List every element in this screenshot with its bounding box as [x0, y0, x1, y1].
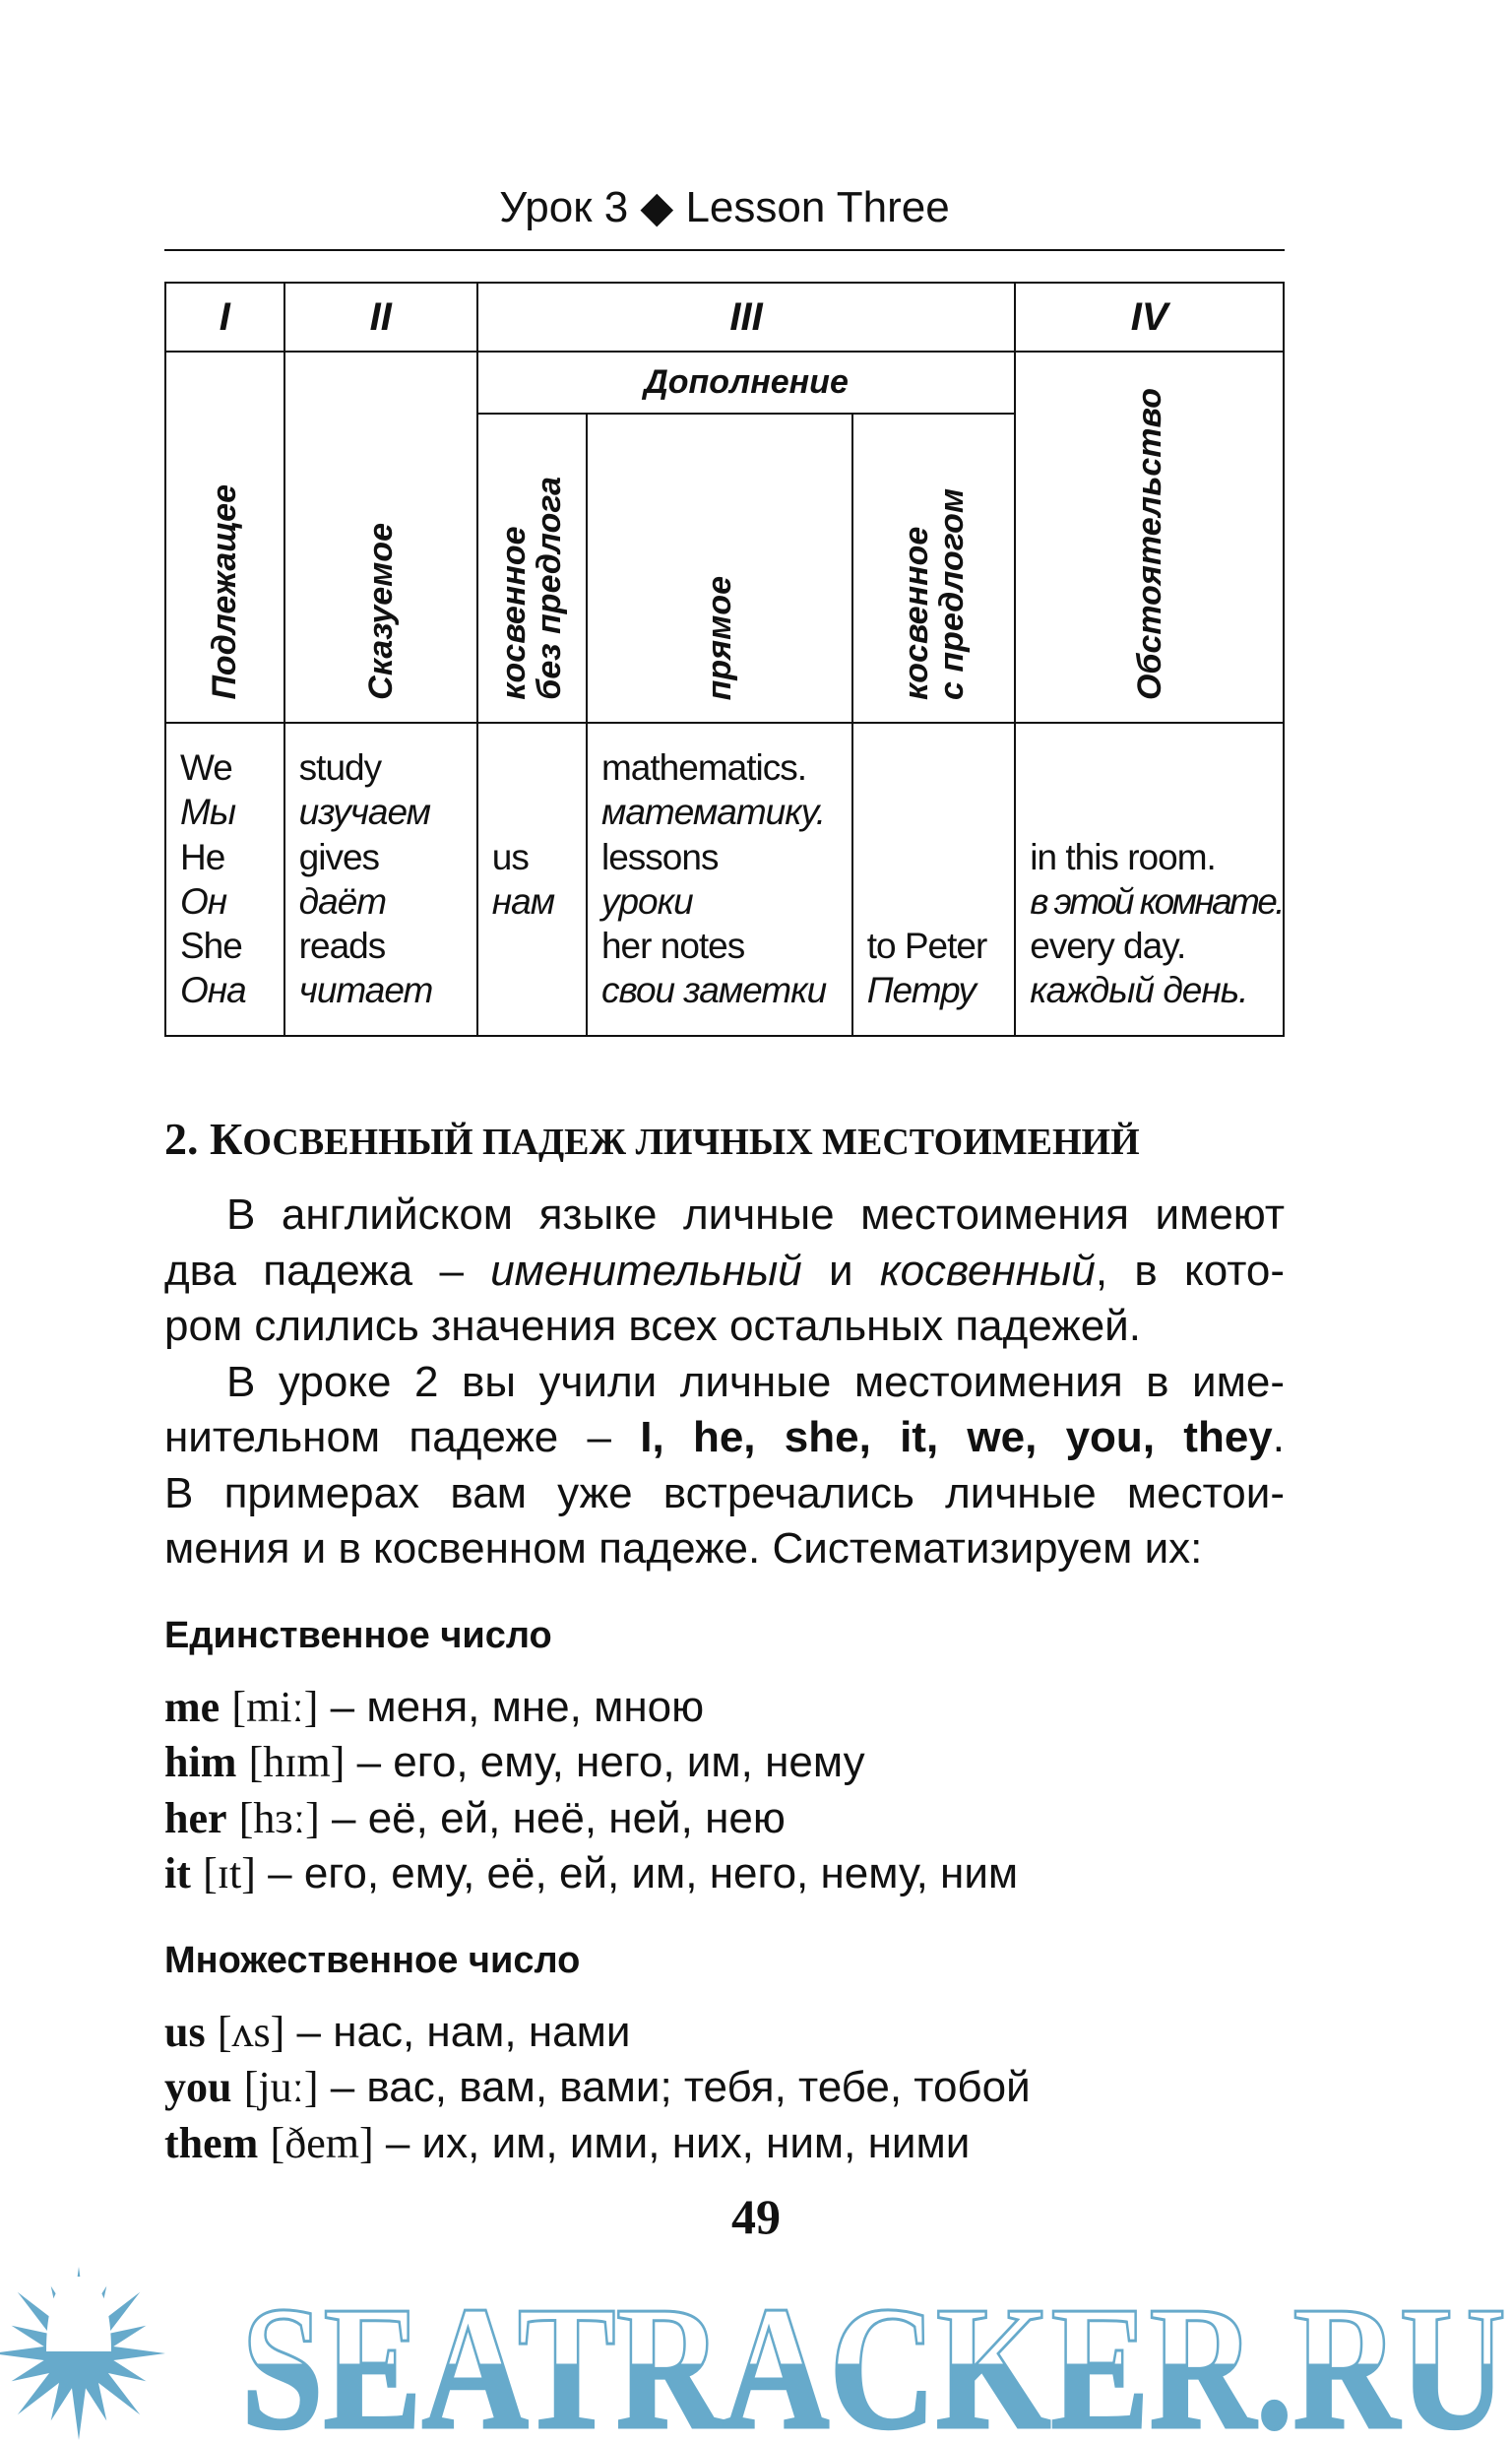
pronoun-meaning: – нас, нам, нами — [296, 2008, 631, 2056]
cell-line: свои заметки — [600, 970, 827, 1011]
singular-pronoun-list — [164, 1680, 1018, 1901]
pronoun-meaning: – меня, мне, мною — [330, 1683, 705, 1731]
cell-line: уроки — [600, 880, 693, 922]
cell-line — [492, 745, 586, 790]
cell-line: lessons — [600, 836, 719, 877]
cell-line: gives — [298, 836, 380, 877]
cell-line: изучаем — [298, 792, 430, 833]
cell-indirect-no-prep — [477, 723, 587, 1036]
cell-line — [492, 968, 586, 1012]
text-segment: ром слились значения всех остальных падежей. — [164, 1302, 1141, 1350]
sun-icon — [0, 2267, 165, 2440]
header-object-group: Дополнение — [477, 352, 1016, 414]
cell-line — [492, 924, 586, 968]
pronoun-word: him — [164, 1738, 237, 1787]
cell-line: every day. — [1030, 926, 1186, 967]
cell-line: Петру — [866, 970, 976, 1011]
cell-line — [492, 790, 586, 834]
cell-line: каждый день. — [1030, 970, 1248, 1011]
cell-line — [1030, 745, 1283, 790]
pronoun-word: you — [164, 2063, 232, 2112]
text-segment: I, he, she, it, we, you, they — [640, 1413, 1273, 1461]
paragraph-line — [164, 1299, 1285, 1355]
pronoun-transcription: [hɪm] — [248, 1738, 346, 1787]
pronoun-word: us — [164, 2008, 206, 2056]
cell-line: математику. — [600, 792, 826, 833]
pronoun-transcription: [miː] — [231, 1683, 319, 1731]
pronoun-transcription: [ðem] — [270, 2118, 374, 2167]
cell-line: читает — [298, 970, 433, 1011]
paragraph-line — [164, 1521, 1285, 1577]
header-subject: Подлежащее — [165, 352, 284, 723]
cell-predicate — [284, 723, 477, 1036]
cell-line: reads — [298, 926, 386, 967]
singular-heading: Единственное число — [164, 1615, 552, 1656]
column-number-4: IV — [1015, 283, 1284, 352]
header-direct: прямое — [587, 414, 852, 723]
text-segment: . — [1272, 1413, 1285, 1461]
pronoun-word: it — [164, 1848, 191, 1897]
paragraph-line — [164, 1466, 1285, 1522]
paragraph-line — [164, 1410, 1285, 1466]
table-row — [165, 723, 1284, 1036]
cell-line: Он — [180, 880, 227, 922]
pronoun-transcription: [ɪt] — [203, 1848, 256, 1897]
column-number-2: II — [284, 283, 477, 352]
running-head: Урок 3 ◆ Lesson Three — [499, 183, 950, 231]
cell-line: He — [180, 836, 225, 877]
paragraph-line — [164, 1355, 1285, 1411]
column-number-1: I — [165, 283, 284, 352]
pronoun-transcription: [hɜː] — [238, 1793, 320, 1842]
text-segment: В примерах вам уже встречались личные местои- — [164, 1468, 1285, 1517]
pronoun-item — [164, 2060, 1031, 2115]
cell-line — [867, 790, 1015, 834]
body-paragraphs — [164, 1188, 1285, 1577]
pronoun-word: me — [164, 1683, 220, 1731]
watermark-text: SEATRACKER.RU — [241, 2270, 1506, 2443]
cell-line: in this room. — [1030, 836, 1216, 877]
header-adverbial: Обстоятельство — [1015, 352, 1284, 723]
header-indirect-no-prep: косвенное без предлога — [477, 414, 587, 723]
cell-line: Она — [180, 970, 246, 1011]
cell-indirect-prep — [852, 723, 1016, 1036]
pronoun-item — [164, 2005, 1031, 2060]
cell-line: study — [298, 747, 382, 788]
plural-heading: Множественное число — [164, 1940, 581, 1981]
text-segment: , в кото- — [1095, 1246, 1286, 1295]
cell-line — [1030, 790, 1283, 834]
text-segment: именительный — [490, 1246, 802, 1295]
column-number-3: III — [477, 283, 1016, 352]
pronoun-meaning: – его, ему, её, ей, им, него, нему, ним — [268, 1848, 1019, 1897]
pronoun-meaning: – её, ей, неё, ней, нею — [332, 1793, 786, 1842]
page-number: 49 — [731, 2189, 781, 2244]
text-segment: два падежа – — [164, 1246, 491, 1295]
pronoun-item — [164, 2116, 1031, 2171]
cell-line: mathematics. — [600, 747, 806, 788]
pronoun-word: them — [164, 2118, 259, 2167]
paragraph-line — [164, 1188, 1285, 1244]
cell-subject — [165, 723, 284, 1036]
sentence-structure-table — [164, 282, 1285, 1037]
pronoun-meaning: – их, им, ими, них, ним, ними — [385, 2118, 971, 2167]
text-segment: В уроке 2 вы учили личные местоимения в име- — [226, 1357, 1285, 1406]
header-rule — [164, 249, 1285, 251]
text-segment: мения и в косвенном падеже. Систематизируем их: — [164, 1524, 1203, 1573]
cell-line: нам — [491, 880, 555, 922]
pronoun-transcription: [juː] — [243, 2063, 319, 2112]
cell-line: her notes — [600, 926, 745, 967]
cell-line — [867, 745, 1015, 790]
text-segment: косвенный — [879, 1246, 1096, 1295]
pronoun-meaning: – вас, вам, вами; тебя, тебе, тобой — [330, 2063, 1031, 2112]
pronoun-meaning: – его, ему, него, им, нему — [356, 1738, 865, 1787]
paragraph-line — [164, 1244, 1285, 1300]
cell-line: us — [491, 836, 529, 877]
text-segment: и — [801, 1246, 880, 1295]
section-heading: 2. КОСВЕННЫЙ ПАДЕЖ ЛИЧНЫХ МЕСТОИМЕНИЙ — [164, 1114, 1140, 1164]
cell-line: даёт — [298, 880, 387, 922]
cell-line: She — [180, 926, 242, 967]
cell-direct — [587, 723, 852, 1036]
header-indirect-prep: косвенное с предлогом — [852, 414, 1016, 723]
pronoun-item — [164, 1791, 1018, 1846]
cell-line: to Peter — [866, 926, 987, 967]
plural-pronoun-list — [164, 2005, 1031, 2171]
cell-line — [867, 879, 1015, 924]
text-segment: нительном падеже – — [164, 1413, 641, 1461]
cell-line: We — [180, 747, 232, 788]
header-predicate: Сказуемое — [284, 352, 477, 723]
text-segment: В английском языке личные местоимения имеют — [226, 1190, 1285, 1239]
pronoun-transcription: [ʌs] — [217, 2008, 285, 2056]
cell-adverbial — [1015, 723, 1284, 1036]
pronoun-item — [164, 1846, 1018, 1901]
pronoun-word: her — [164, 1793, 227, 1842]
pronoun-item — [164, 1735, 1018, 1790]
cell-line — [867, 835, 1015, 879]
pronoun-item — [164, 1680, 1018, 1735]
watermark-logo — [0, 2265, 1512, 2443]
cell-line: Мы — [180, 792, 236, 833]
cell-line: в этой комнате. — [1030, 880, 1283, 922]
